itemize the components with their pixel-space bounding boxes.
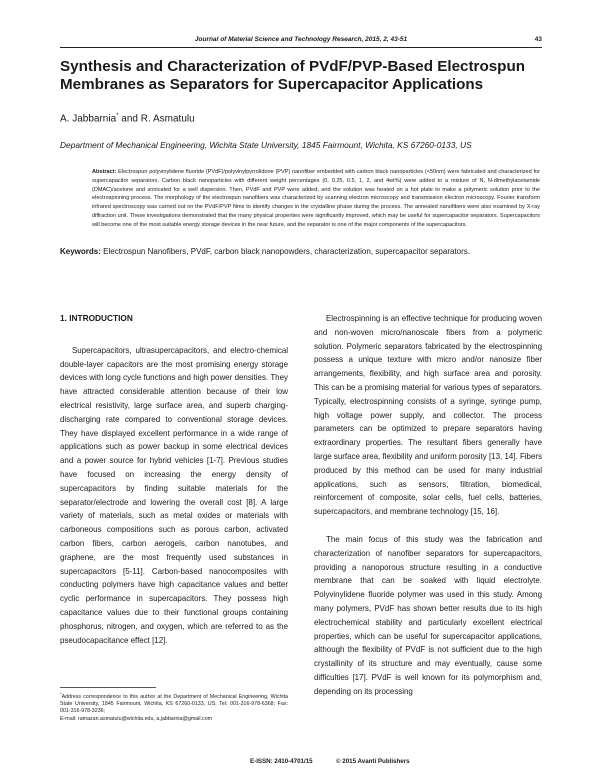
- section-heading: 1. INTRODUCTION: [60, 313, 133, 323]
- intro-paragraph-2: Electrospinning is an effective technique for producing woven and non-woven micro/nanoscale fibers from a polymeric solution. Polymeric separators fabricated by the electrospinning possess a unique texture with micro and/or nanosize fiber arrangements, flexibility, and high surface area and porosity. This can be a promising material for various types of separators. Typically, electrospinning consists of a syringe, syringe pump, high voltage power supply, and collector. The process parameters can be optimized to prepare separators having extraordinary properties. The resultant fibers generally have large surface area, flexibility and uniform porosity [13, 14]. Fibers produced by this method can be used for many industrial applications, such as sensors, filtration, biomedical, reinforcement of composite, solar cells, fuel cells, batteries, supercapacitors, and membrane technology [15, 16].: [314, 314, 542, 517]
- paper-title: Synthesis and Characterization of PVdF/PVP-Based Electrospun Membranes as Separators for Supercapacitor Applications: [60, 58, 526, 93]
- author-list: [60, 113, 195, 124]
- footnote: [60, 690, 288, 723]
- footer-publisher: © 2015 Avanti Publishers: [336, 758, 410, 765]
- abstract: [92, 168, 540, 229]
- header-rule: [60, 47, 542, 48]
- journal-header: Journal of Material Science and Technology Research, 2015, 2, 43-51: [194, 36, 408, 43]
- affiliation: Department of Mechanical Engineering, Wichita State University, 1845 Fairmount, Wichita, KS 67260-0133, US: [60, 140, 472, 150]
- footnote-rule: [60, 687, 156, 688]
- footnote-email: E-mail: ramazan.asmatulu@wichita.edu, a.jabbarnia@gmail.com: [60, 715, 213, 722]
- author-separator: and: [118, 113, 141, 125]
- footnote-text: Address correspondence to this author at the Department of Mechanical Engineering, Wichita State University, 1845 Fairmount, Wichita, KS 67260-0133, US; Tel: 001-316-978-6368; Fax: 001-316-978-3236;: [60, 693, 288, 715]
- footer-issn: E-ISSN: 2410-4701/15: [250, 758, 313, 765]
- author-second: R. Asmatulu: [140, 113, 195, 125]
- keywords: [60, 246, 542, 258]
- abstract-label: Abstract:: [92, 169, 117, 175]
- right-column: [314, 312, 542, 699]
- intro-paragraph-1: Supercapacitors, ultrasupercapacitors, and electro-chemical double-layer capacitors are the most promising energy storage devices with long cycle functions and high power densities. They have attracted considerable attention because of their low electrical resistivity, large surface area, and superb charging-discharging rate compared to conventional storage devices. They have displayed excellent performance in a wide range of applications such as power backup in some electrical devices and a power source for hybrid vehicles [1-7]. Previous studies have focused on increasing the energy density of supercapacitors by finding suitable materials for the separator/electrode and lowering the overall cost [8]. A large variety of materials, such as metal oxides or materials with carboneous compositions such as porous carbon, activated carbon fibers, carbon aerogels, carbon nanotubes, and graphene, are the most frequently used substances in supercapacitors [5-11]. Carbon-based nanocomposites with conducting polymers have high capacitance values and better cyclic performance in supercapacitors. They possess high capacitance values due to their functional groups containing phosphorus, nitrogen, and oxygen, which are referred to as the pseudocapacitance effect [12].: [60, 345, 288, 645]
- keywords-text: Electrospun Nanofibers, PVdF, carbon black nanopowders, characterization, supercapacitor separators.: [100, 247, 470, 256]
- footnote-mark: *: [60, 691, 62, 696]
- intro-paragraph-3: The main focus of this study was the fabrication and characterization of nanofiber separators for supercapacitors, providing a nanoporous structure resulting in a conductive membrane that can be soaked with liquid electrolyte. Polyvinylidene fluoride polymer was used in this study. Among many polymers, PVdF has shown better results due to its high electrochemical stability and particularly excellent electrical properties, which can be useful for supercapacitor applications, although the flexibility of PVdF is not sufficient due to the high crystallinity of its structure and may eventually, cause some difficulties [17]. PVdF is well known for its polymorphism and, depending on its processing: [314, 534, 542, 696]
- abstract-text: Electrospun polyvinylidene fluoride (PVdF)/polyvinylpyrrolidone (PVP) nanofiber embedded with carbon black nanoparticles (<50nm) were fabricated and characterized for supercapacitor separators. Carbon black nanoparticles with different weight percentages (0, 0.25, 0.5, 1, 2, and 4wt%) were added to a mixture of N, N-dimethylacetamide (DMAC)/acetone and sonicated for a well dispersion. Then, PVdF and PVP were added, and the solution was heated on a hot plate to make a polymeric solution prior to the electrospinning process. The morphology of the electrospun nanofibers was characterized by scanning electron microscopy and transmission electron microscopy. Fourier transform infrared spectroscopy was carried out on the PVdF/PVP films to identify changes in the crystalline phase during the process. The annealed nanofibers were also examined by X-ray diffraction unit. These investigations demonstrated that the many physical properties were significantly improved, which may be useful for supercapacitor separators. Supercapacitors will become one of the most suitable energy storage devices in the near future, and the separator is one of the major components of the supercapacitors.: [92, 169, 540, 228]
- author-mark: *: [116, 113, 119, 119]
- keywords-label: Keywords:: [60, 247, 101, 256]
- page-number: 43: [534, 36, 542, 43]
- author-first: A. Jabbarnia: [60, 113, 117, 125]
- left-column: [60, 312, 288, 647]
